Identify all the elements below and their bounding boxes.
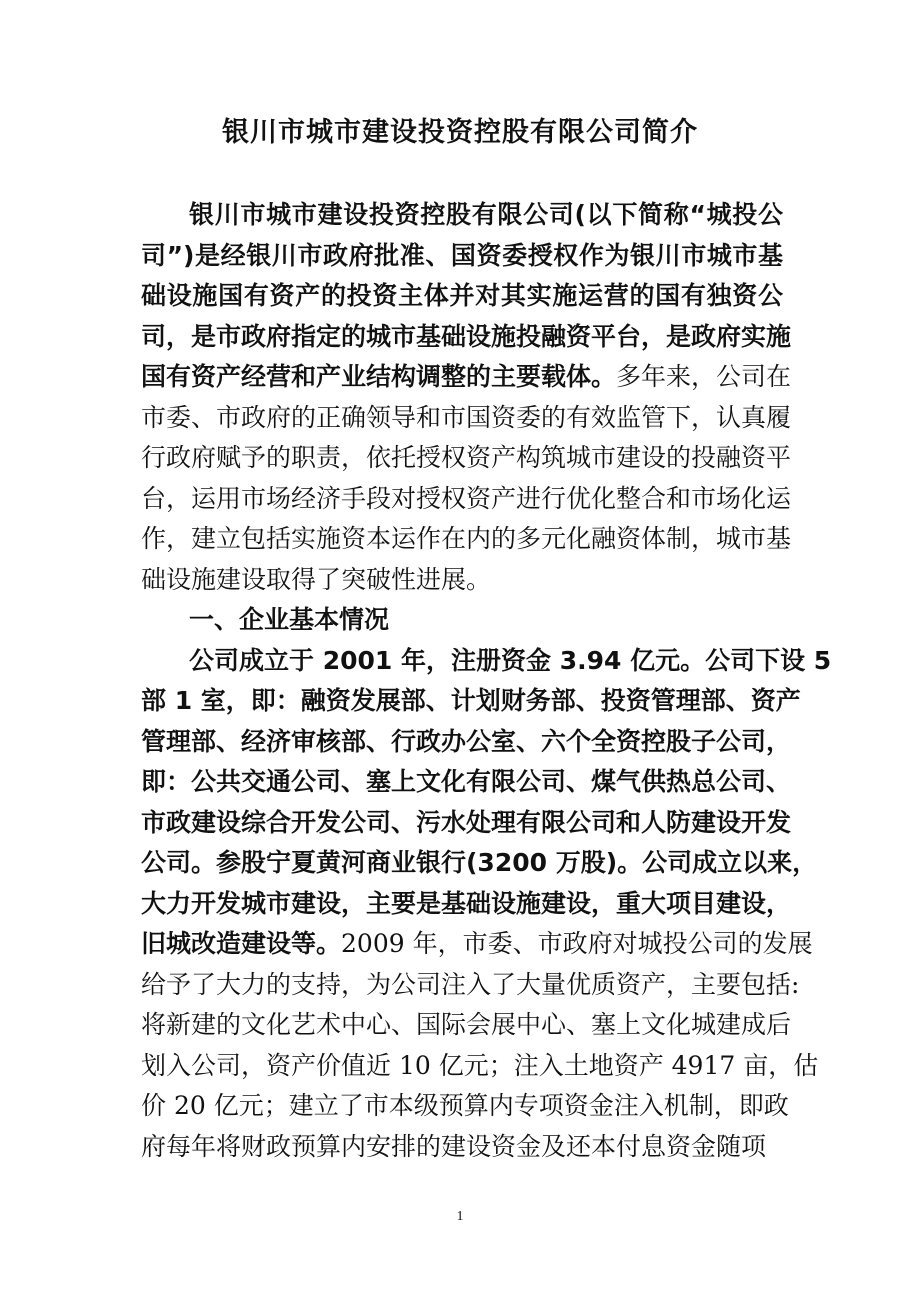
bold-text-run: 旧城改造建设等。 [141, 929, 342, 958]
text-line [141, 479, 792, 520]
text-line [141, 560, 783, 601]
text-run: 2009 年，市委、市政府对城投公司的发展 [341, 929, 813, 958]
bold-text-run: 司，是市政府指定的城市基础设施投融资平台，是政府实施 [141, 321, 792, 351]
bold-text-run: 公司成立于 2001 年，注册资金 3.94 亿元。公司下设 5 [189, 645, 832, 675]
bold-text-run: 管理部、经济审核部、行政办公室、六个全资控股子公司， [141, 726, 792, 756]
text-run: 市委、市政府的正确领导和市国资委的有效监管下，认真履 [141, 402, 792, 432]
section-heading: 一、企业基本情况 [189, 605, 390, 634]
basic-info-paragraph [141, 641, 832, 1168]
text-line [141, 762, 792, 803]
text-line [141, 641, 832, 682]
text-line [141, 236, 783, 277]
text-run: 划入公司，资产价值近 10 亿元；注入土地资产 4917 亩，估 [141, 1050, 819, 1080]
text-line [141, 1005, 792, 1046]
text-run: 础设施建设取得了突破性进展。 [141, 564, 492, 594]
intro-paragraph [141, 195, 792, 600]
bold-text-run: 大力开发城市建设，主要是基础设施建设，重大项目建设， [141, 888, 792, 918]
text-line [141, 317, 792, 358]
text-line [141, 924, 813, 965]
text-run: 多年来，公司在 [616, 362, 792, 391]
text-line [141, 884, 792, 925]
text-line [141, 1046, 819, 1087]
text-run: 行政府赋予的职责，依托授权资产构筑城市建设的投融资平 [141, 443, 792, 472]
text-line [141, 357, 792, 398]
text-line [141, 195, 783, 236]
text-run: 价 20 亿元；建立了市本级预算内专项资金注入机制，即政 [141, 1091, 789, 1120]
text-line [141, 681, 801, 722]
text-line [141, 398, 792, 439]
text-run: 给予了大力的支持，为公司注入了大量优质资产，主要包括: [141, 969, 800, 999]
bold-text-run: 即：公共交通公司、塞上文化有限公司、煤气供热总公司、 [141, 767, 792, 796]
text-line [141, 1086, 789, 1127]
text-line [141, 519, 792, 560]
text-run: 将新建的文化艺术中心、国际会展中心、塞上文化城建成后 [141, 1010, 792, 1039]
bold-text-run: 国有资产经营和产业结构调整的主要载体。 [141, 362, 617, 391]
bold-text-run: 银川市城市建设投资控股有限公司(以下简称“城投公 [189, 200, 783, 229]
bold-text-run: 司”)是经银川市政府批准、国资委授权作为银川市城市基 [141, 240, 783, 270]
document-body [141, 195, 832, 1167]
text-line [141, 276, 783, 317]
text-line [141, 438, 792, 479]
text-run: 台，运用市场经济手段对授权资产进行优化整合和市场化运 [141, 483, 792, 513]
document-title: 银川市城市建设投资控股有限公司简介 [222, 117, 698, 148]
text-run: 府每年将财政预算内安排的建设资金及还本付息资金随项 [141, 1131, 767, 1161]
text-line [141, 1127, 783, 1168]
text-line [141, 803, 792, 844]
bold-text-run: 市政建设综合开发公司、污水处理有限公司和人防建设开发 [141, 807, 792, 837]
bold-text-run: 础设施国有资产的投资主体并对其实施运营的国有独资公 [141, 281, 783, 310]
text-line [141, 965, 800, 1006]
page-number: 1 [456, 1209, 464, 1224]
text-run: 作，建立包括实施资本运作在内的多元化融资体制，城市基 [141, 524, 792, 553]
text-line [141, 843, 818, 884]
text-line [141, 722, 792, 763]
bold-text-run: 公司。参股宁夏黄河商业银行(3200 万股)。公司成立以来， [141, 848, 818, 877]
bold-text-run: 部 1 室，即：融资发展部、计划财务部、投资管理部、资产 [141, 686, 801, 715]
